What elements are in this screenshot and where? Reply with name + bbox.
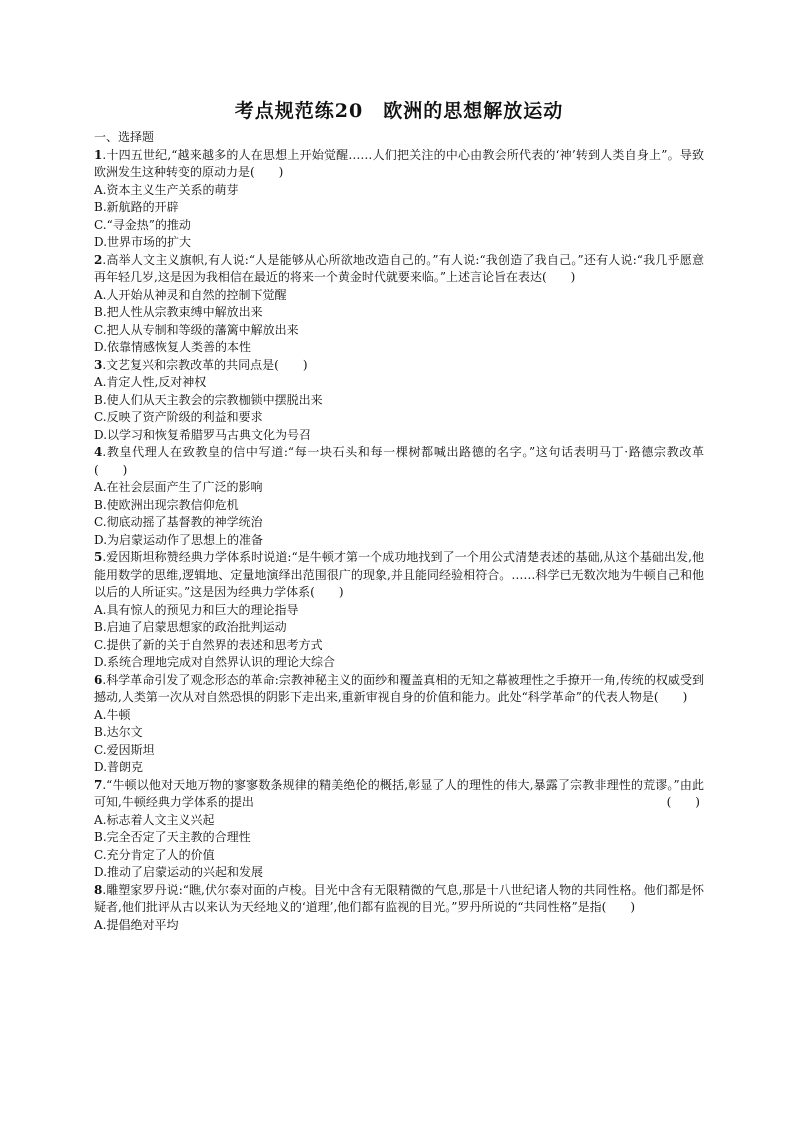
question-stem (94, 147, 704, 182)
option-a: A.在社会层面产生了广泛的影响 (94, 480, 263, 494)
question-stem (94, 672, 704, 707)
question-3 (94, 357, 704, 445)
option-c: C.充分肯定了人的价值 (94, 847, 215, 862)
question-text: .教皇代理人在致教皇的信中写道:“每一块石头和每一棵树都喊出路德的名字。”这句话表明马丁·路德宗教改革( ) (94, 445, 704, 477)
question-8 (94, 882, 704, 935)
option-d: D.为启蒙运动作了思想上的准备 (94, 532, 264, 547)
question-stem (94, 357, 704, 375)
section-heading: 一、选择题 (94, 130, 155, 144)
option-c: C.彻底动摇了基督教的神学统治 (94, 515, 263, 529)
answer-blank: ( ) (666, 795, 700, 809)
question-text: .“牛顿以他对天地万物的寥寥数条规律的精美绝伦的概括,彰显了人的理性的伟大,暴露了宗教非理性的荒谬。”由此可知,牛顿经典力学体系的提出 (94, 777, 704, 809)
option-c: C.提供了新的关于自然界的表述和思考方式 (94, 637, 323, 652)
option-a: A.标志着人文主义兴起 (94, 812, 215, 827)
question-text: .文艺复兴和宗教改革的共同点是( ) (102, 357, 308, 372)
question-text: .高举人文主义旗帜,有人说:“人是能够从心所欲地改造自己的。”有人说:“我创造了我自己。”还有人说:“我几乎愿意再年轻几岁,这是因为我相信在最近的将来一个黄金时代就要来临。”上述言论旨在表达( ) (94, 252, 704, 284)
option-a: A.具有惊人的预见力和巨大的理论指导 (94, 602, 299, 617)
option-d: D.依靠情感恢复人类善的本性 (94, 340, 252, 354)
option-a: A.牛顿 (94, 707, 131, 722)
option-a: A.人开始从神灵和自然的控制下觉醒 (94, 287, 287, 302)
question-list (94, 147, 704, 935)
option-b: B.使人们从天主教会的宗教枷锁中摆脱出来 (94, 392, 323, 407)
option-d: D.推动了启蒙运动的兴起和发展 (94, 865, 264, 879)
question-stem (94, 777, 704, 812)
question-text: .雕塑家罗丹说:“瞧,伏尔泰对面的卢梭。目光中含有无限精微的气息,那是十八世纪诸人物的共同性格。他们都是怀疑者,他们批评从古以来认为天经地义的‘道理’,他们都有监视的目光。”罗丹所说的“共同性格”是指( ) (94, 882, 704, 914)
question-number: 2 (94, 252, 103, 267)
question-6 (94, 672, 704, 777)
question-number: 1 (94, 147, 103, 162)
question-stem (94, 252, 704, 287)
question-5 (94, 549, 704, 672)
option-a: A.提倡绝对平均 (94, 917, 179, 932)
option-c: C.把人从专制和等级的藩篱中解放出来 (94, 322, 299, 337)
option-c: C.“寻金热”的推动 (94, 217, 191, 232)
page-title: 考点规范练20 欧洲的思想解放运动 (234, 100, 564, 122)
question-stem (94, 444, 704, 479)
option-d: D.以学习和恢复希腊罗马古典文化为号召 (94, 427, 312, 442)
question-text: .科学革命引发了观念形态的革命:宗教神秘主义的面纱和覆盖真相的无知之幕被理性之手撩开一角,传统的权威受到撼动,人类第一次从对自然恐惧的阴影下走出来,重新审视自身的价值和能力。此处“科学革命”的代表人物是( ) (94, 672, 704, 704)
question-number: 4 (94, 445, 103, 459)
document-page (94, 96, 704, 934)
option-b: B.启迪了启蒙思想家的政治批判运动 (94, 620, 287, 634)
option-d: D.系统合理地完成对自然界认识的理论大综合 (94, 655, 336, 669)
option-c: C.反映了资产阶级的利益和要求 (94, 410, 263, 424)
option-b: B.完全否定了天主教的合理性 (94, 830, 251, 844)
question-text: .十四五世纪,“越来越多的人在思想上开始觉醒……人们把关注的中心由教会所代表的‘神’转到人类自身上”。导致欧洲发生这种转变的原动力是( ) (94, 147, 704, 179)
question-2 (94, 252, 704, 357)
option-d: D.世界市场的扩大 (94, 235, 192, 249)
question-4 (94, 444, 704, 549)
question-stem (94, 549, 704, 602)
question-1 (94, 147, 704, 252)
option-a: A.肯定人性,反对神权 (94, 375, 207, 389)
question-7 (94, 777, 704, 882)
option-b: B.把人性从宗教束缚中解放出来 (94, 305, 263, 319)
question-stem (94, 882, 704, 917)
question-number: 3 (94, 357, 103, 372)
question-number: 6 (94, 672, 103, 687)
option-b: B.使欧洲出现宗教信仰危机 (94, 497, 239, 512)
option-b: B.达尔文 (94, 725, 143, 739)
question-text: .爱因斯坦称赞经典力学体系时说道:“是牛顿才第一个成功地找到了一个用公式清楚表述的基础,从这个基础出发,他能用数学的思维,逻辑地、定量地演绎出范围很广的现象,并且能同经验相符合。……科学已无数次地为牛顿自己和他以后的人所证实。”这是因为经典力学体系( ) (94, 550, 704, 599)
option-a: A.资本主义生产关系的萌芽 (94, 182, 239, 197)
question-number: 8 (94, 882, 103, 897)
option-b: B.新航路的开辟 (94, 200, 179, 214)
question-number: 5 (94, 550, 103, 564)
option-d: D.普朗克 (94, 760, 144, 774)
question-number: 7 (94, 777, 103, 792)
option-c: C.爱因斯坦 (94, 742, 155, 757)
